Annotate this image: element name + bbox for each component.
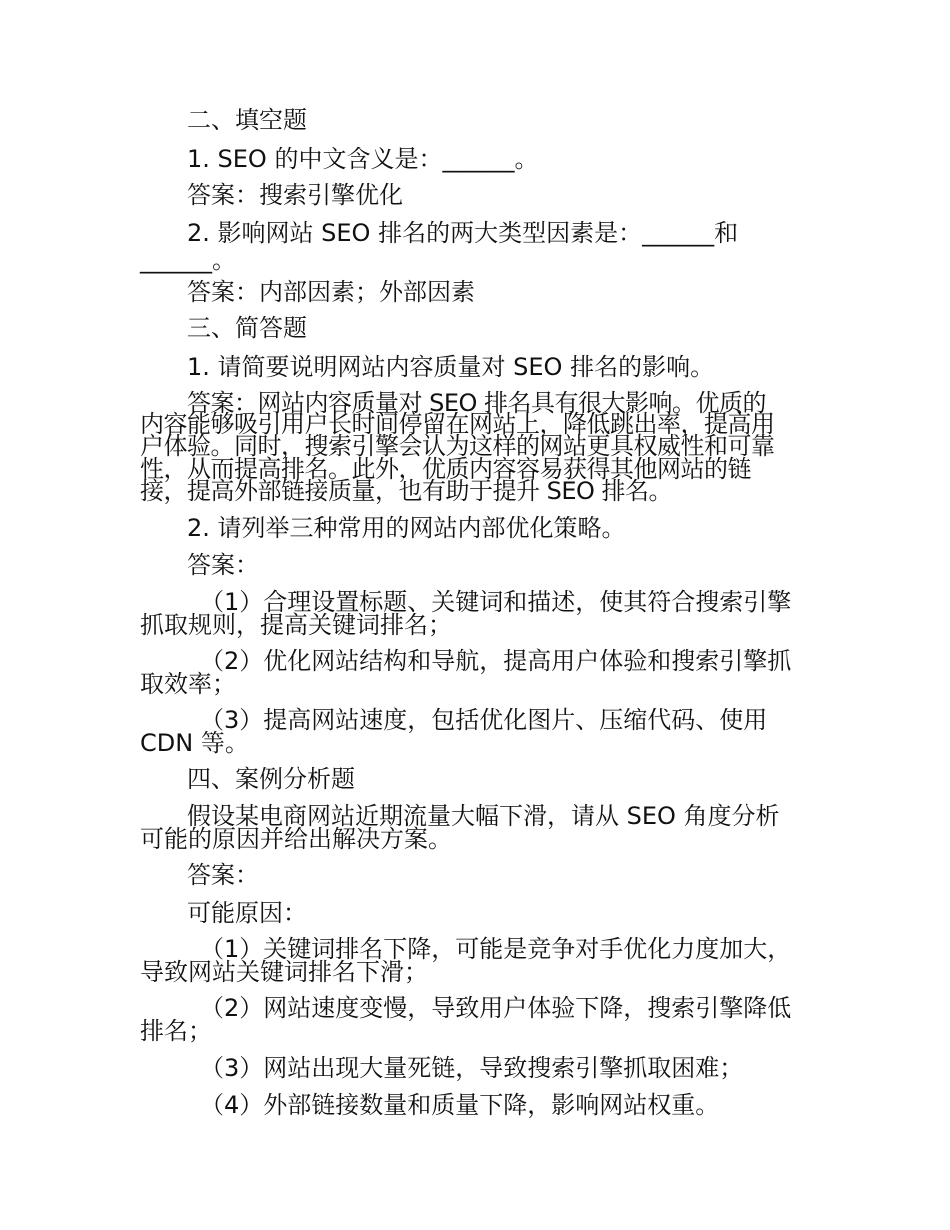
short-answer-question-1: 1. 请简要说明网站内容质量对 SEO 排名的影响。	[187, 353, 715, 381]
case-reasons-label: 可能原因：	[187, 899, 307, 927]
fill-blank-question-2-line-2: ______。	[140, 246, 236, 274]
short-answer-answer-2-item-3-line-2: CDN 等。	[140, 729, 249, 757]
case-question-line-1: 假设某电商网站近期流量大幅下滑，请从 SEO 角度分析	[187, 802, 780, 830]
section-heading-fill-blank: 二、填空题	[187, 106, 307, 134]
case-reason-4: （4）外部链接数量和质量下降，影响网站权重。	[200, 1091, 720, 1119]
case-question-line-2: 可能的原因并给出解决方案。	[140, 825, 452, 853]
short-answer-answer-1-line-4: 性，从而提高排名。此外，优质内容容易获得其他网站的链	[140, 455, 751, 483]
short-answer-answer-2-item-1-line-2: 抓取规则，提高关键词排名；	[140, 611, 452, 639]
case-reason-3: （3）网站出现大量死链，导致搜索引擎抓取困难；	[200, 1054, 744, 1082]
fill-blank-answer-1: 答案：搜索引擎优化	[187, 181, 403, 209]
case-answer-label: 答案：	[187, 861, 259, 889]
case-reason-2-line-1: （2）网站速度变慢，导致用户体验下降，搜索引擎降低	[200, 994, 792, 1022]
fill-blank-answer-2: 答案：内部因素；外部因素	[187, 278, 475, 306]
short-answer-answer-2-item-1-line-1: （1）合理设置标题、关键词和描述，使其符合搜索引擎	[200, 588, 792, 616]
short-answer-answer-1-line-2: 内容能够吸引用户长时间停留在网站上，降低跳出率，提高用	[140, 410, 775, 438]
short-answer-answer-2-label: 答案：	[187, 551, 259, 579]
section-heading-short-answer: 三、简答题	[187, 314, 307, 342]
short-answer-answer-1-line-3: 户体验。同时，搜索引擎会认为这样的网站更具权威性和可靠	[140, 432, 775, 460]
case-reason-2-line-2: 排名；	[140, 1017, 212, 1045]
short-answer-answer-2-item-3-line-1: （3）提高网站速度，包括优化图片、压缩代码、使用	[200, 706, 768, 734]
fill-blank-question-1: 1. SEO 的中文含义是：______。	[187, 145, 539, 173]
fill-blank-question-2-line-1: 2. 影响网站 SEO 排名的两大类型因素是：______和	[187, 219, 739, 247]
section-heading-case-analysis: 四、案例分析题	[187, 765, 355, 793]
short-answer-question-2: 2. 请列举三种常用的网站内部优化策略。	[187, 514, 626, 542]
short-answer-answer-2-item-2-line-2: 取效率；	[140, 670, 236, 698]
short-answer-answer-1-line-1: 答案：网站内容质量对 SEO 排名具有很大影响。优质的	[187, 389, 767, 417]
short-answer-answer-2-item-2-line-1: （2）优化网站结构和导航，提高用户体验和搜索引擎抓	[200, 647, 792, 675]
short-answer-answer-1-line-5: 接，提高外部链接质量，也有助于提升 SEO 排名。	[140, 477, 673, 505]
case-reason-1-line-2: 导致网站关键词排名下滑；	[140, 958, 428, 986]
case-reason-1-line-1: （1）关键词排名下降，可能是竞争对手优化力度加大，	[200, 935, 792, 963]
